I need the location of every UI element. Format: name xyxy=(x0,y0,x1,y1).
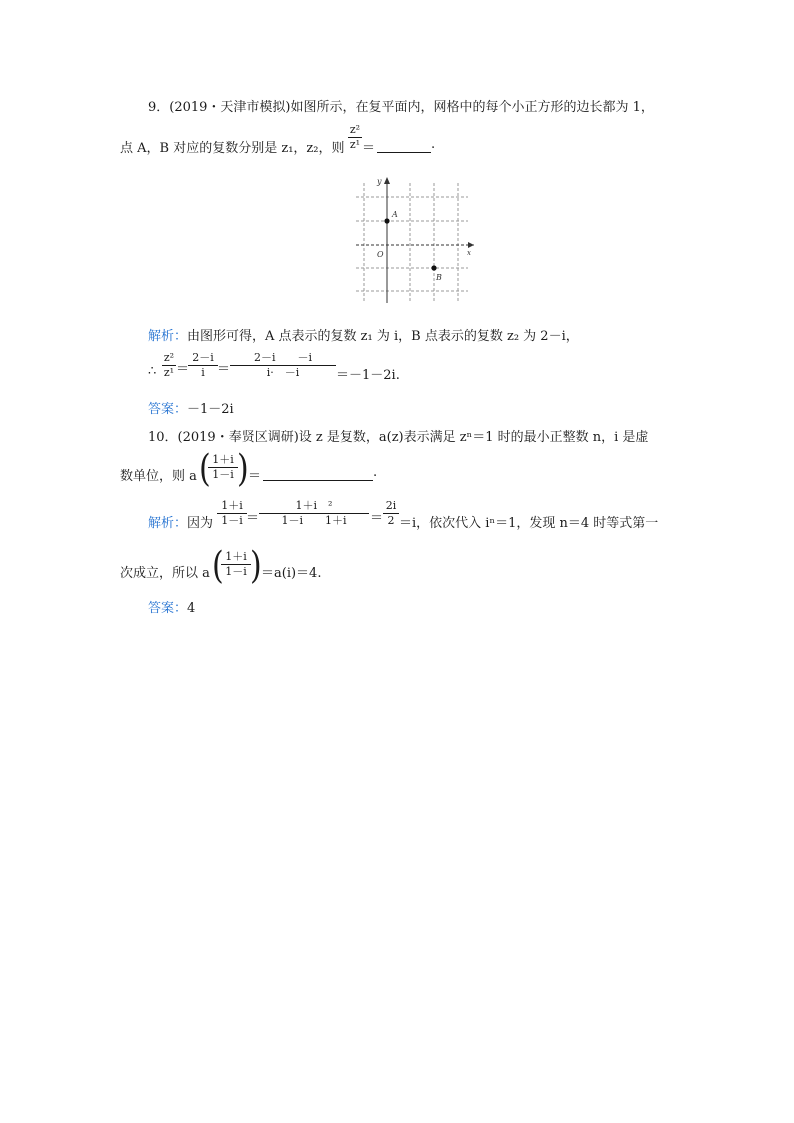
y-axis-arrow-icon xyxy=(384,177,390,184)
q10-l3-fraction-den: 1－i xyxy=(225,565,247,578)
q10-line3: 次成立，所以 a xyxy=(120,566,210,581)
q10-calc-frac1 xyxy=(217,500,247,527)
q9-fraction-den: z¹ xyxy=(349,138,361,151)
q10-calc-frac3 xyxy=(383,500,399,527)
q9-calc-eq2: ＝ xyxy=(217,362,231,377)
q10-answer-label: 答案： xyxy=(148,601,188,616)
q10-calc-frac1-den: 1－i xyxy=(221,514,243,527)
point-a-label: A xyxy=(392,210,398,219)
origin-label: O xyxy=(377,250,384,259)
q10-analysis-head xyxy=(148,512,213,531)
q10-calc-frac3-num: 2i xyxy=(385,499,397,512)
q9-answer-blank xyxy=(377,152,431,153)
q10-calc-eq1: ＝ xyxy=(246,511,260,526)
q9-calc-frac3-num: 2－i －i xyxy=(253,351,313,364)
q9-calc-frac1-num: z² xyxy=(163,351,175,364)
q9-therefore: ∴ xyxy=(148,364,157,379)
q10-period: . xyxy=(373,465,378,480)
q10-calc-frac2 xyxy=(259,500,369,527)
q10-calc-frac2-num: 1＋i ² xyxy=(295,499,333,512)
q9-calc-eq1: ＝ xyxy=(176,362,190,377)
q9-calc-frac3-den: i· －i xyxy=(266,366,300,379)
q10-right-paren: ) xyxy=(237,447,249,491)
q10-fraction xyxy=(208,454,238,481)
q9-calc-frac2 xyxy=(188,352,218,379)
x-axis-label: x xyxy=(467,249,471,257)
q10-answer-blank xyxy=(263,480,373,481)
q10-l3-fraction xyxy=(221,551,251,578)
q10-because: 因为 xyxy=(187,516,214,531)
q9-calc-frac3 xyxy=(230,352,336,379)
q10-l3-rest: ＝a(i)＝4. xyxy=(261,566,322,581)
q9-calc-frac1-den: z¹ xyxy=(163,366,175,379)
q9-analysis xyxy=(148,325,579,344)
q10-analysis-label: 解析： xyxy=(148,516,188,531)
q10-l3-fraction-num: 1＋i xyxy=(225,550,247,563)
q9-equals: ＝ xyxy=(362,141,376,156)
q9-calc-frac2-den: i xyxy=(201,366,205,379)
q9-complex-plane-figure xyxy=(350,175,480,305)
q9-answer xyxy=(148,398,234,417)
point-b xyxy=(431,265,436,270)
q10-calc-frac2-den: 1－i 1＋i xyxy=(281,514,347,527)
q10-l3-right-paren: ) xyxy=(250,544,262,588)
q9-calc-frac1 xyxy=(162,352,176,379)
q10-answer-text: 4 xyxy=(187,601,196,616)
q9-calc-result: ＝－1－2i. xyxy=(336,368,400,383)
y-axis-label: y xyxy=(377,177,382,186)
q9-calc-frac2-num: 2－i xyxy=(192,351,214,364)
q9-period: . xyxy=(431,137,436,152)
q10-line2: 数单位，则 a xyxy=(120,469,197,484)
q9-line1: 9．(2019・天津市模拟)如图所示，在复平面内，网格中的每个小正方形的边长都为 1， xyxy=(148,100,654,115)
q9-analysis-text: 由图形可得，A 点表示的复数 z₁ 为 i，B 点表示的复数 z₂ 为 2－i， xyxy=(187,329,579,344)
q10-fraction-den: 1－i xyxy=(212,468,234,481)
q10-equals: ＝ xyxy=(248,469,262,484)
q9-fraction xyxy=(348,124,362,151)
q9-answer-text: －1－2i xyxy=(187,402,234,417)
q10-calc-frac3-den: 2 xyxy=(387,514,395,527)
q10-line1: 10．(2019・奉贤区调研)设 z 是复数，a(z)表示满足 zⁿ＝1 时的最小正整数 n，i 是虚 xyxy=(148,430,649,445)
q9-line2-text: 点 A，B 对应的复数分别是 z₁，z₂，则 xyxy=(120,141,345,156)
q9-fraction-num: z² xyxy=(349,123,361,136)
q10-calc-eq2: ＝ xyxy=(370,511,384,526)
q10-left-paren: ( xyxy=(199,447,211,491)
x-axis-arrow-icon xyxy=(468,242,474,248)
q9-line2 xyxy=(120,137,344,156)
point-a xyxy=(384,218,389,223)
q10-answer xyxy=(148,597,195,616)
q10-l3-left-paren: ( xyxy=(212,544,224,588)
q10-fraction-num: 1＋i xyxy=(212,453,234,466)
q9-answer-label: 答案： xyxy=(148,402,188,417)
q10-analysis-rest: ＝i，依次代入 iⁿ＝1，发现 n＝4 时等式第一 xyxy=(399,516,659,531)
q10-calc-frac1-num: 1＋i xyxy=(221,499,243,512)
q9-analysis-label: 解析： xyxy=(148,329,188,344)
point-b-label: B xyxy=(436,273,442,282)
